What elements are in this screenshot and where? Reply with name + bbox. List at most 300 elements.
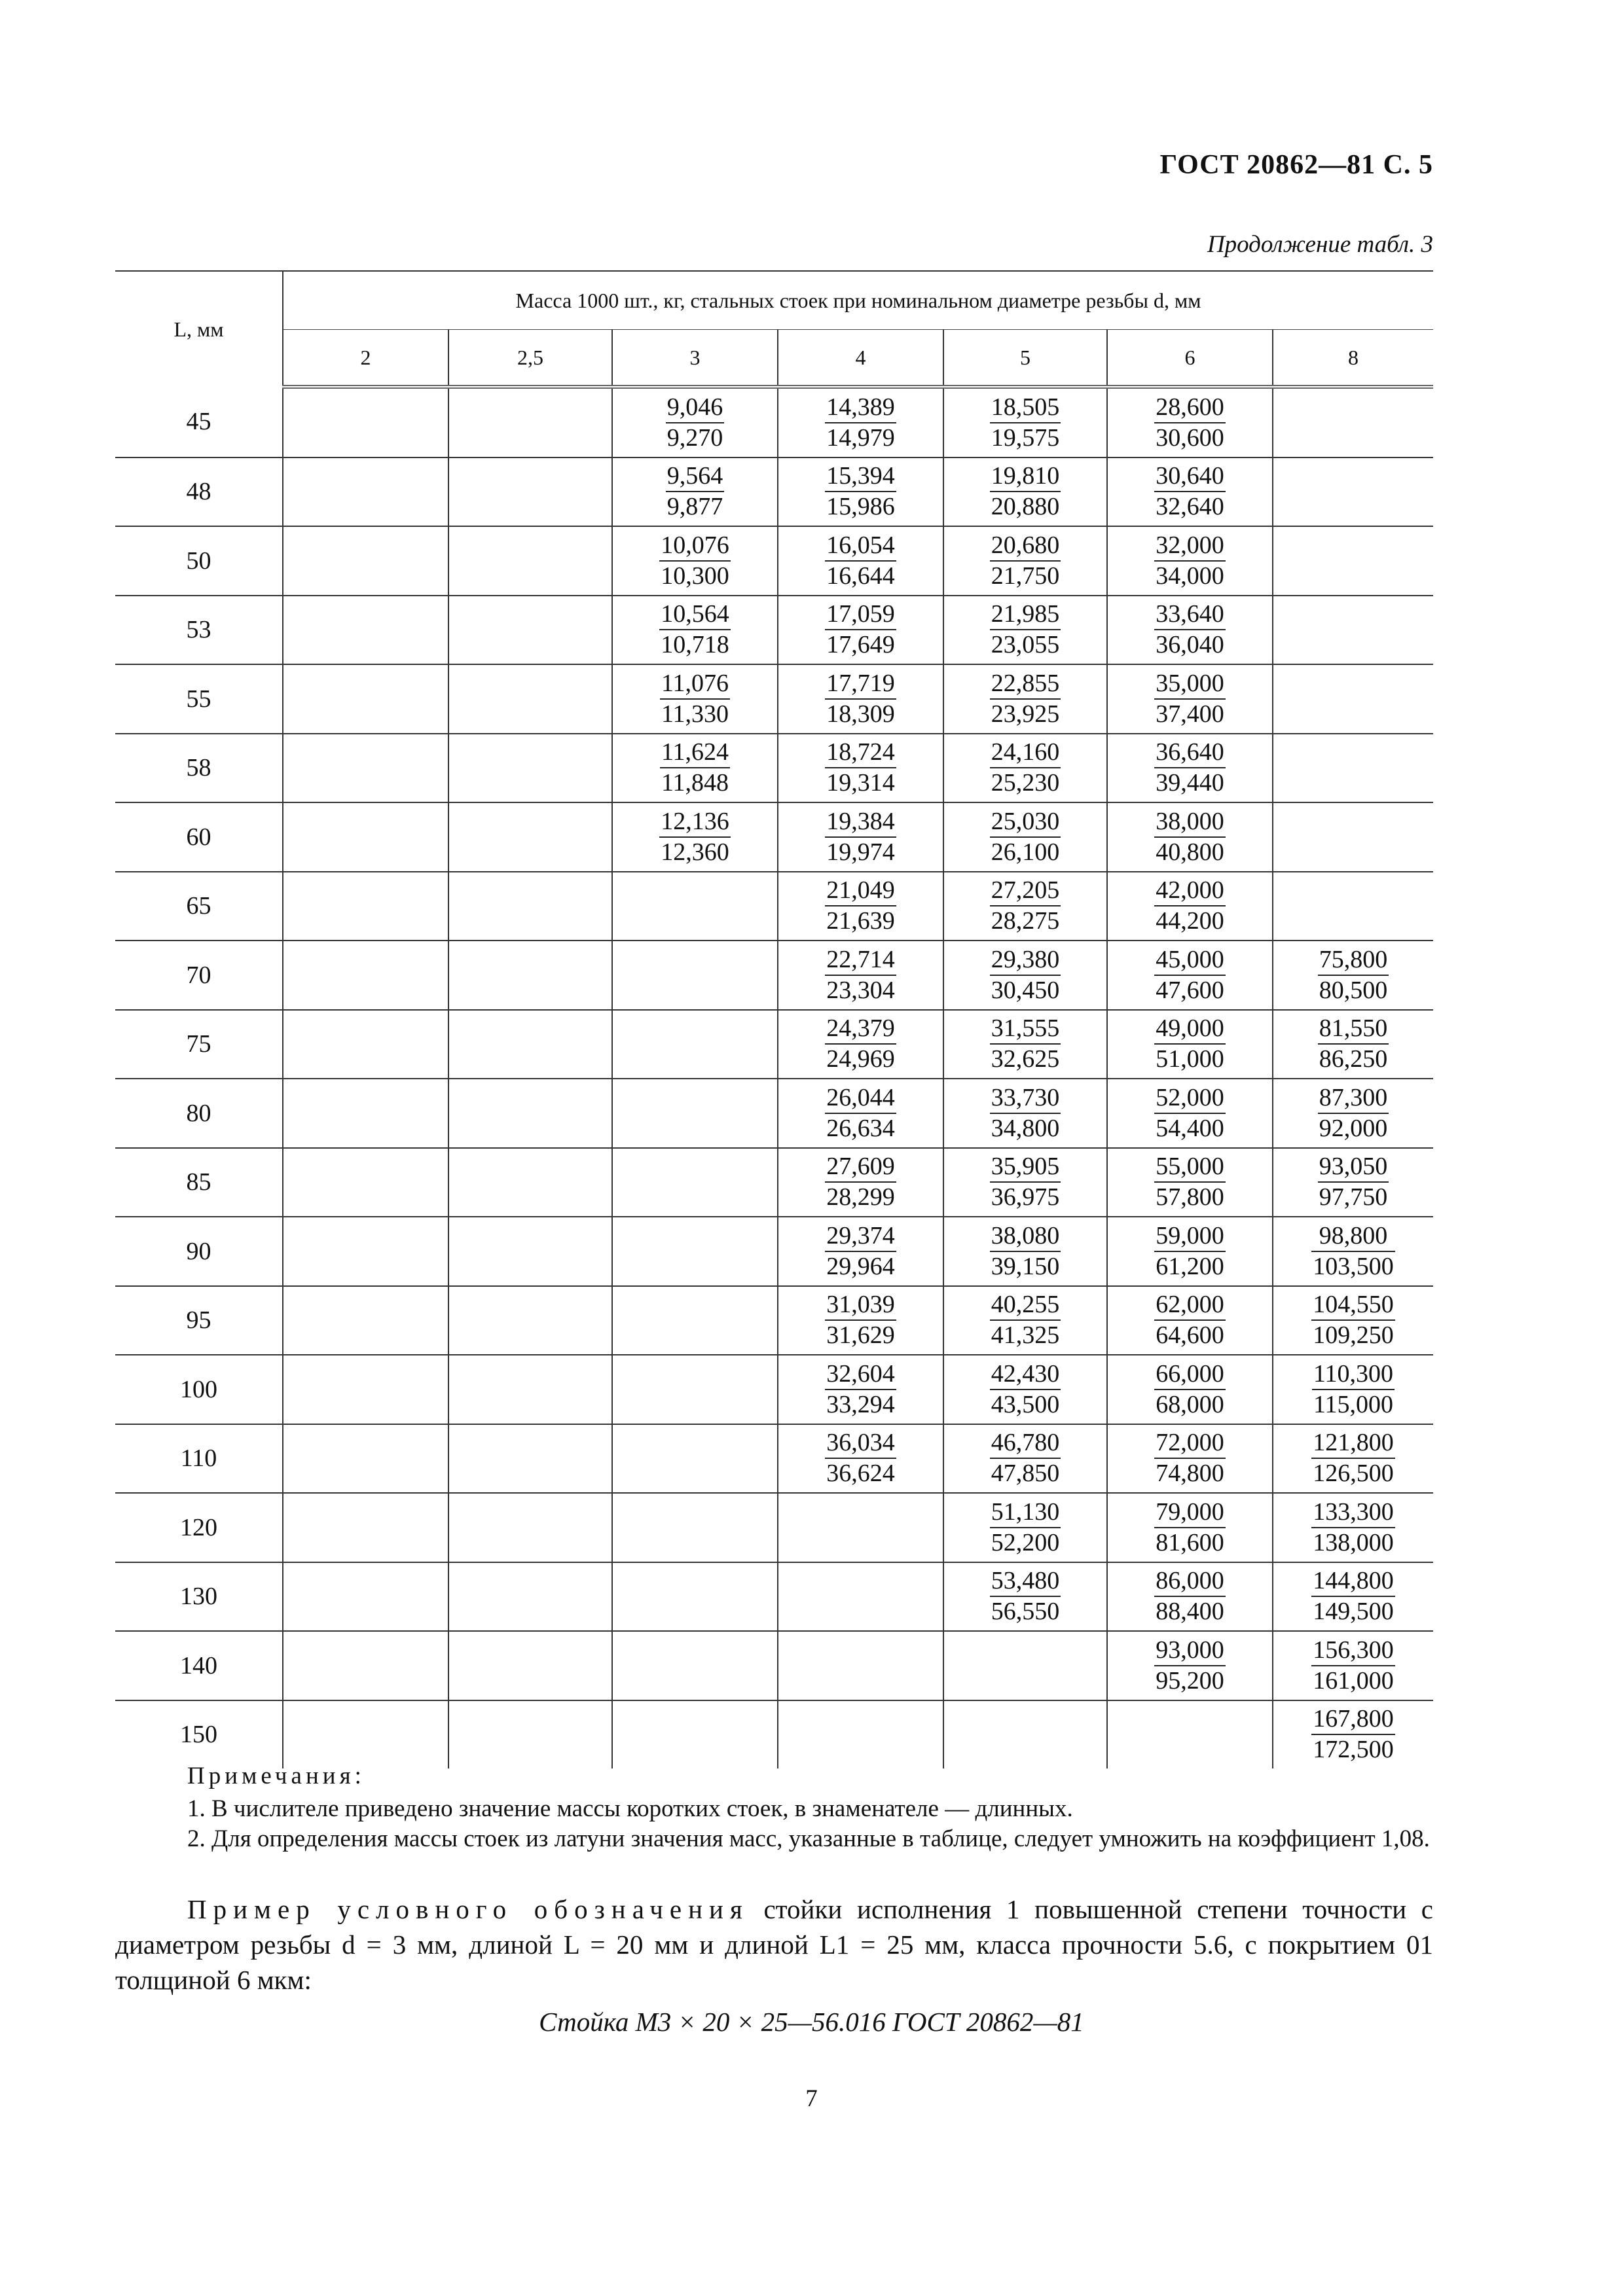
mass-cell: [1273, 1493, 1433, 1562]
mass-cell: [1273, 387, 1433, 457]
mass-short: 32,604: [825, 1359, 896, 1390]
mass-short: 19,810: [990, 461, 1061, 492]
mass-cell: [778, 457, 943, 527]
mass-short: 104,550: [1311, 1290, 1395, 1321]
mass-short: 33,640: [1154, 600, 1226, 630]
mass-short: 14,389: [825, 393, 896, 423]
mass-cell: [943, 1424, 1107, 1494]
mass-fraction: [1318, 1014, 1389, 1074]
mass-cell: [612, 1010, 778, 1079]
mass-fraction: [825, 945, 896, 1005]
mass-long: 36,624: [826, 1460, 895, 1488]
mass-cell: [448, 1424, 612, 1494]
mass-fraction: [990, 807, 1061, 867]
diameter-header-cell: 4: [778, 330, 943, 387]
length-cell: 95: [115, 1286, 283, 1355]
mass-cell: [612, 941, 778, 1010]
mass-fraction: [825, 393, 896, 453]
diameter-header-cell: 2: [283, 330, 448, 387]
mass-long: 25,230: [991, 769, 1060, 797]
mass-cell: [612, 596, 778, 665]
mass-fraction: [990, 1290, 1061, 1350]
mass-fraction: [990, 876, 1061, 936]
mass-short: 29,380: [990, 945, 1061, 976]
mass-short: 21,049: [825, 876, 896, 906]
mass-cell: [448, 1148, 612, 1217]
mass-fraction: [990, 1152, 1061, 1212]
mass-fraction: [660, 669, 730, 729]
mass-long: 24,969: [826, 1045, 895, 1073]
mass-long: 81,600: [1156, 1528, 1224, 1556]
mass-cell: [448, 1010, 612, 1079]
mass-cell: [283, 1286, 448, 1355]
mass-cell: [1107, 1631, 1273, 1700]
mass-short: 156,300: [1311, 1636, 1395, 1666]
table-row: [115, 457, 1433, 527]
mass-cell: [1107, 872, 1273, 941]
length-cell: 50: [115, 526, 283, 596]
mass-long: 74,800: [1156, 1460, 1224, 1488]
mass-long: 19,575: [991, 423, 1060, 452]
mass-cell: [1273, 1424, 1433, 1494]
mass-long: 47,600: [1156, 976, 1224, 1004]
mass-cell: [1273, 1700, 1433, 1769]
mass-cell: [1107, 526, 1273, 596]
mass-long: 21,639: [826, 907, 895, 935]
mass-fraction: [990, 1014, 1061, 1074]
mass-cell: [1107, 1700, 1273, 1769]
table-caption: Продолжение табл. 3: [1207, 231, 1433, 258]
mass-cell: [943, 1286, 1107, 1355]
mass-cell: [612, 734, 778, 803]
mass-fraction: [1154, 531, 1226, 591]
mass-long: 40,800: [1156, 838, 1224, 866]
mass-cell: [283, 802, 448, 872]
mass-long: 56,550: [991, 1598, 1060, 1626]
length-cell: 90: [115, 1217, 283, 1286]
mass-long: 12,360: [661, 838, 729, 866]
mass-short: 18,505: [990, 393, 1061, 423]
mass-fraction: [1154, 1083, 1226, 1143]
mass-long: 52,200: [991, 1528, 1060, 1556]
mass-fraction: [825, 461, 896, 522]
mass-fraction: [990, 393, 1061, 453]
mass-cell: [612, 1631, 778, 1700]
mass-short: 18,724: [825, 738, 896, 768]
diameter-header-cell: 2,5: [448, 330, 612, 387]
mass-long: 21,750: [991, 562, 1060, 590]
table-row: [115, 387, 1433, 457]
mass-cell: [448, 1700, 612, 1769]
mass-long: 115,000: [1313, 1390, 1394, 1418]
mass-cell: [943, 1631, 1107, 1700]
mass-fraction: [1154, 807, 1226, 867]
mass-short: 11,624: [660, 738, 730, 768]
mass-cell: [283, 1562, 448, 1632]
notes-title: Примечания:: [187, 1763, 365, 1789]
mass-cell: [1273, 1010, 1433, 1079]
mass-cell: [778, 526, 943, 596]
mass-cell: [448, 802, 612, 872]
mass-fraction: [825, 1152, 896, 1212]
mass-cell: [1107, 802, 1273, 872]
mass-fraction: [1154, 1566, 1226, 1626]
mass-cell: [1107, 1148, 1273, 1217]
mass-cell: [283, 526, 448, 596]
mass-fraction: [1154, 393, 1226, 453]
table-row: [115, 1217, 1433, 1286]
mass-long: 44,200: [1156, 907, 1224, 935]
mass-fraction: [1154, 876, 1226, 936]
length-cell: 140: [115, 1631, 283, 1700]
table-row: [115, 1631, 1433, 1700]
mass-cell: [1273, 664, 1433, 734]
mass-short: 22,855: [990, 669, 1061, 700]
mass-cell: [283, 1010, 448, 1079]
mass-fraction: [990, 1566, 1061, 1626]
mass-cell: [943, 1355, 1107, 1424]
mass-fraction: [825, 1290, 896, 1350]
mass-short: 33,730: [990, 1083, 1061, 1114]
mass-cell: [283, 596, 448, 665]
mass-fraction: [1312, 1359, 1395, 1420]
mass-table: [115, 270, 1433, 1768]
mass-cell: [448, 1217, 612, 1286]
mass-short: 17,719: [825, 669, 896, 700]
mass-cell: [1273, 1148, 1433, 1217]
mass-cell: [283, 387, 448, 457]
mass-cell: [778, 1217, 943, 1286]
mass-cell: [1107, 1424, 1273, 1494]
mass-fraction: [990, 1221, 1061, 1282]
mass-cell: [778, 596, 943, 665]
mass-fraction: [666, 461, 725, 522]
mass-cell: [283, 1355, 448, 1424]
mass-cell: [1273, 1631, 1433, 1700]
mass-cell: [943, 596, 1107, 665]
mass-fraction: [1311, 1498, 1395, 1558]
mass-header: Масса 1000 шт., кг, стальных стоек при номинальном диаметре резьбы d, мм: [283, 271, 1433, 330]
mass-cell: [778, 872, 943, 941]
mass-short: 35,905: [990, 1152, 1061, 1183]
mass-cell: [778, 387, 943, 457]
mass-cell: [943, 1493, 1107, 1562]
mass-short: 22,714: [825, 945, 896, 976]
mass-cell: [448, 941, 612, 1010]
table-row: [115, 802, 1433, 872]
table-row: [115, 1286, 1433, 1355]
example-lead: Пример условного обозначения: [187, 1894, 749, 1924]
mass-short: 66,000: [1154, 1359, 1226, 1390]
mass-short: 30,640: [1154, 461, 1226, 492]
mass-short: 17,059: [825, 600, 896, 630]
mass-long: 30,450: [991, 976, 1060, 1004]
mass-short: 36,034: [825, 1428, 896, 1459]
mass-cell: [283, 734, 448, 803]
mass-fraction: [825, 738, 896, 798]
mass-long: 97,750: [1319, 1183, 1388, 1211]
mass-fraction: [990, 1428, 1061, 1488]
mass-long: 14,979: [826, 423, 895, 452]
mass-cell: [943, 1562, 1107, 1632]
mass-long: 9,270: [666, 423, 723, 452]
mass-long: 34,000: [1156, 562, 1224, 590]
mass-cell: [612, 1424, 778, 1494]
mass-fraction: [990, 1083, 1061, 1143]
length-cell: 120: [115, 1493, 283, 1562]
mass-cell: [778, 1079, 943, 1148]
mass-fraction: [1154, 1221, 1226, 1282]
mass-fraction: [1154, 1636, 1226, 1696]
mass-cell: [448, 1493, 612, 1562]
mass-long: 92,000: [1319, 1114, 1388, 1142]
mass-long: 80,500: [1319, 976, 1388, 1004]
table-row: [115, 1010, 1433, 1079]
mass-short: 40,255: [990, 1290, 1061, 1321]
mass-cell: [448, 526, 612, 596]
mass-fraction: [990, 945, 1061, 1005]
mass-short: 28,600: [1154, 393, 1226, 423]
mass-fraction: [659, 531, 731, 591]
mass-long: 23,055: [991, 631, 1060, 659]
mass-short: 167,800: [1311, 1704, 1395, 1735]
mass-short: 38,000: [1154, 807, 1226, 838]
mass-cell: [612, 1286, 778, 1355]
mass-short: 75,800: [1318, 945, 1389, 976]
mass-long: 95,200: [1156, 1666, 1224, 1695]
mass-cell: [283, 872, 448, 941]
mass-short: 93,050: [1318, 1152, 1389, 1183]
mass-cell: [448, 664, 612, 734]
mass-cell: [943, 387, 1107, 457]
mass-short: 16,054: [825, 531, 896, 562]
diameter-header-cell: 6: [1107, 330, 1273, 387]
mass-fraction: [660, 738, 730, 798]
mass-short: 98,800: [1311, 1221, 1395, 1252]
diameter-header-cell: 8: [1273, 330, 1433, 387]
mass-long: 32,625: [991, 1045, 1060, 1073]
mass-cell: [1107, 1355, 1273, 1424]
mass-long: 19,314: [826, 769, 895, 797]
mass-long: 26,100: [991, 838, 1060, 866]
mass-cell: [283, 1631, 448, 1700]
mass-short: 46,780: [990, 1428, 1061, 1459]
mass-fraction: [825, 1428, 896, 1488]
mass-long: 36,975: [991, 1183, 1060, 1211]
mass-fraction: [1311, 1428, 1395, 1488]
l-column-header: L, мм: [115, 271, 283, 387]
mass-fraction: [659, 807, 731, 867]
mass-cell: [283, 1217, 448, 1286]
mass-fraction: [825, 531, 896, 591]
diameter-header-cell: 5: [943, 330, 1107, 387]
mass-cell: [778, 1286, 943, 1355]
table-row: [115, 1700, 1433, 1769]
mass-long: 9,877: [666, 493, 723, 521]
mass-cell: [778, 1700, 943, 1769]
mass-short: 31,039: [825, 1290, 896, 1321]
mass-fraction: [990, 531, 1061, 591]
mass-short: 110,300: [1312, 1359, 1395, 1390]
mass-long: 109,250: [1313, 1321, 1394, 1350]
mass-cell: [1107, 1562, 1273, 1632]
mass-short: 10,076: [659, 531, 731, 562]
length-cell: 130: [115, 1562, 283, 1632]
page-header: ГОСТ 20862—81 С. 5: [1159, 150, 1433, 180]
mass-fraction: [825, 876, 896, 936]
mass-fraction: [1311, 1221, 1395, 1282]
mass-cell: [612, 457, 778, 527]
mass-fraction: [1318, 1083, 1389, 1143]
mass-fraction: [1154, 1014, 1226, 1074]
mass-fraction: [825, 1014, 896, 1074]
table-row: [115, 1562, 1433, 1632]
mass-short: 52,000: [1154, 1083, 1226, 1114]
mass-long: 54,400: [1156, 1114, 1224, 1142]
mass-long: 33,294: [826, 1390, 895, 1418]
mass-fraction: [1311, 1636, 1395, 1696]
mass-cell: [448, 596, 612, 665]
mass-cell: [612, 387, 778, 457]
table-row: [115, 941, 1433, 1010]
mass-long: 37,400: [1156, 700, 1224, 728]
mass-fraction: [1154, 1498, 1226, 1558]
mass-short: 24,160: [990, 738, 1061, 768]
mass-cell: [943, 1010, 1107, 1079]
mass-long: 10,718: [661, 631, 729, 659]
mass-long: 161,000: [1313, 1666, 1394, 1695]
length-cell: 80: [115, 1079, 283, 1148]
mass-long: 138,000: [1313, 1528, 1394, 1556]
mass-cell: [448, 1562, 612, 1632]
mass-long: 149,500: [1313, 1598, 1394, 1626]
table-row: [115, 596, 1433, 665]
mass-cell: [448, 387, 612, 457]
length-cell: 60: [115, 802, 283, 872]
mass-short: 87,300: [1318, 1083, 1389, 1114]
mass-short: 26,044: [825, 1083, 896, 1114]
note-2: 2. Для определения массы стоек из латуни значения масс, указанные в таблице, следует умножить на коэффициент 1,08.: [187, 1825, 1430, 1852]
length-cell: 55: [115, 664, 283, 734]
mass-cell: [1273, 941, 1433, 1010]
mass-cell: [612, 526, 778, 596]
mass-fraction: [1154, 1428, 1226, 1488]
mass-long: 68,000: [1156, 1390, 1224, 1418]
length-cell: 48: [115, 457, 283, 527]
mass-cell: [612, 1562, 778, 1632]
mass-fraction: [1154, 1359, 1226, 1420]
mass-long: 61,200: [1156, 1252, 1224, 1280]
mass-fraction: [825, 1083, 896, 1143]
example-text: стойки исполнения 1 повышенной степени точности с диаметром резьбы d = 3 мм, длиной L = 20 мм и длиной L1 = 25 мм, класса прочности 5.6, с покрытием 01 толщиной 6 мкм:: [115, 1894, 1434, 1995]
mass-cell: [1107, 1217, 1273, 1286]
mass-cell: [778, 941, 943, 1010]
table-row: [115, 734, 1433, 803]
mass-cell: [448, 1079, 612, 1148]
diameter-header-cell: 3: [612, 330, 778, 387]
mass-short: 36,640: [1154, 738, 1226, 768]
mass-cell: [612, 1148, 778, 1217]
mass-cell: [448, 1355, 612, 1424]
mass-cell: [1273, 526, 1433, 596]
mass-short: 15,394: [825, 461, 896, 492]
mass-cell: [283, 1079, 448, 1148]
mass-fraction: [666, 393, 725, 453]
mass-fraction: [990, 600, 1061, 660]
mass-cell: [1107, 734, 1273, 803]
mass-short: 12,136: [659, 807, 731, 838]
designation-example: Стойка М3 × 20 × 25—56.016 ГОСТ 20862—81: [539, 2007, 1084, 2037]
mass-fraction: [1154, 600, 1226, 660]
mass-short: 25,030: [990, 807, 1061, 838]
length-cell: 58: [115, 734, 283, 803]
mass-cell: [283, 664, 448, 734]
mass-short: 51,130: [990, 1498, 1061, 1528]
mass-long: 57,800: [1156, 1183, 1224, 1211]
mass-cell: [1273, 872, 1433, 941]
mass-cell: [778, 1355, 943, 1424]
mass-short: 29,374: [825, 1221, 896, 1252]
mass-fraction: [659, 600, 731, 660]
mass-cell: [1273, 1217, 1433, 1286]
mass-long: 126,500: [1313, 1460, 1394, 1488]
mass-fraction: [1154, 669, 1226, 729]
mass-short: 32,000: [1154, 531, 1226, 562]
mass-long: 29,964: [826, 1252, 895, 1280]
mass-long: 28,299: [826, 1183, 895, 1211]
mass-cell: [943, 802, 1107, 872]
mass-long: 30,600: [1156, 423, 1224, 452]
mass-fraction: [1154, 461, 1226, 522]
mass-fraction: [990, 1498, 1061, 1558]
mass-cell: [943, 734, 1107, 803]
mass-cell: [612, 1217, 778, 1286]
mass-long: 88,400: [1156, 1598, 1224, 1626]
mass-short: 55,000: [1154, 1152, 1226, 1183]
mass-cell: [778, 1148, 943, 1217]
mass-cell: [778, 802, 943, 872]
mass-cell: [1273, 1355, 1433, 1424]
mass-short: 24,379: [825, 1014, 896, 1045]
mass-fraction: [1311, 1566, 1395, 1626]
table-row: [115, 1493, 1433, 1562]
mass-long: 16,644: [826, 562, 895, 590]
mass-fraction: [990, 669, 1061, 729]
mass-cell: [1273, 457, 1433, 527]
mass-cell: [283, 1148, 448, 1217]
mass-long: 15,986: [826, 493, 895, 521]
mass-cell: [1107, 1493, 1273, 1562]
mass-fraction: [825, 807, 896, 867]
mass-long: 17,649: [826, 631, 895, 659]
mass-short: 45,000: [1154, 945, 1226, 976]
mass-cell: [1107, 1010, 1273, 1079]
mass-cell: [943, 941, 1107, 1010]
mass-cell: [943, 457, 1107, 527]
mass-fraction: [990, 461, 1061, 522]
mass-fraction: [990, 738, 1061, 798]
mass-cell: [612, 664, 778, 734]
mass-short: 19,384: [825, 807, 896, 838]
mass-cell: [1273, 802, 1433, 872]
length-cell: 65: [115, 872, 283, 941]
mass-long: 31,629: [826, 1321, 895, 1350]
mass-long: 51,000: [1156, 1045, 1224, 1073]
mass-cell: [1273, 734, 1433, 803]
mass-cell: [612, 802, 778, 872]
length-cell: 53: [115, 596, 283, 665]
mass-cell: [283, 1424, 448, 1494]
